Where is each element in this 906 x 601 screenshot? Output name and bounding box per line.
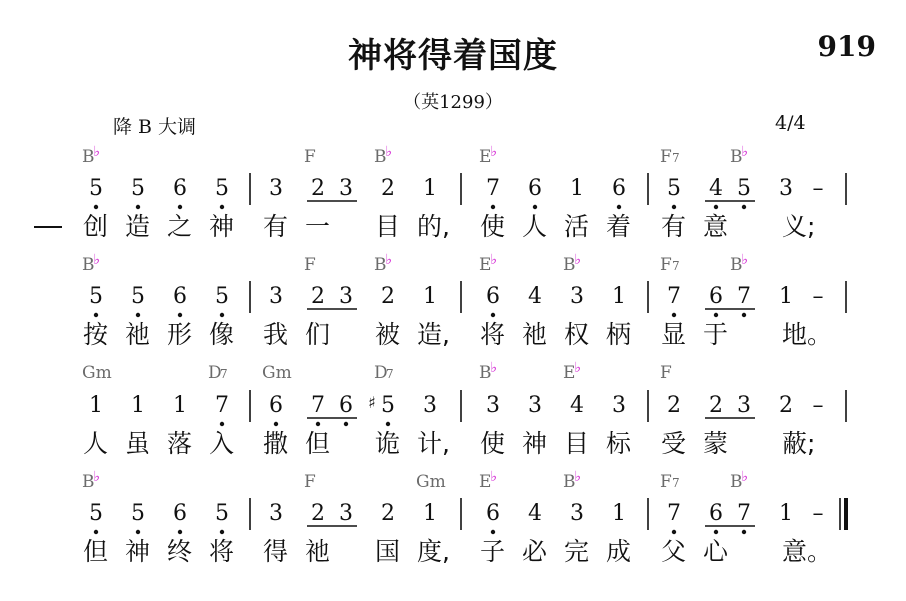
lyric-syllable: 但: [83, 537, 109, 566]
note: 4: [528, 501, 542, 526]
chord-symbol: B: [82, 147, 95, 167]
lyric-syllable: 神: [209, 212, 235, 241]
flat-icon: ♭: [741, 144, 749, 160]
note: 6: [173, 176, 187, 201]
lyric-syllable: 落: [167, 429, 193, 458]
note: 6: [173, 284, 187, 309]
lyric-syllable: 目: [564, 429, 590, 458]
lyric-syllable: 我: [263, 320, 289, 349]
lyric-syllable: 将: [480, 320, 506, 349]
note: 2: [381, 176, 395, 201]
note: 2: [381, 501, 395, 526]
flat-icon: ♭: [490, 469, 498, 485]
lyric-syllable: 得: [263, 537, 289, 566]
octave-dot: [274, 422, 278, 426]
note: 4: [709, 176, 723, 201]
note: 2: [311, 176, 325, 201]
lyric-syllable: 一: [305, 212, 331, 241]
octave-dot: [220, 205, 224, 209]
key-signature: 降 B 大调: [113, 116, 197, 138]
chord-symbol: B: [374, 147, 387, 167]
octave-dot: [714, 530, 718, 534]
note: 1: [89, 393, 103, 418]
chord-extension: 7: [672, 476, 680, 490]
hymn-title: 神将得着国度: [348, 36, 558, 76]
lyric-syllable: 受: [661, 429, 687, 458]
note: 5: [667, 176, 681, 201]
note: 1: [423, 284, 437, 309]
lyric-syllable: 有: [263, 212, 289, 241]
flat-icon: ♭: [741, 252, 749, 268]
chord-symbol: F: [304, 147, 316, 167]
note: 3: [570, 284, 584, 309]
note: 5: [89, 284, 103, 309]
note: 7: [737, 284, 751, 309]
note: 5: [131, 176, 145, 201]
lyric-syllable: 度,: [417, 537, 450, 566]
note: 6: [486, 284, 500, 309]
octave-dot: [491, 530, 495, 534]
chord-extension: 7: [672, 151, 680, 165]
note: 6: [486, 501, 500, 526]
note: 1: [779, 284, 793, 309]
chord-symbol: F: [304, 472, 316, 492]
note: 2: [311, 501, 325, 526]
sustain-dash: –: [812, 176, 824, 201]
lyric-syllable: 造: [125, 212, 151, 241]
lyric-syllable: 像: [209, 320, 235, 349]
lyric-syllable: 祂: [125, 320, 151, 349]
octave-dot: [672, 313, 676, 317]
chord-symbol: B: [730, 147, 743, 167]
note: 2: [779, 393, 793, 418]
flat-icon: ♭: [490, 360, 498, 376]
lyric-syllable: 必: [522, 537, 548, 566]
sustain-dash: –: [812, 393, 824, 418]
flat-icon: ♭: [385, 252, 393, 268]
lyric-syllable: 的,: [417, 212, 450, 241]
note: 6: [612, 176, 626, 201]
chord-symbol: D: [208, 363, 222, 383]
octave-dot: [94, 313, 98, 317]
note: 1: [423, 176, 437, 201]
note: 6: [173, 501, 187, 526]
flat-icon: ♭: [93, 469, 101, 485]
flat-icon: ♭: [574, 469, 582, 485]
note: 5: [737, 176, 751, 201]
chord-symbol: B: [730, 472, 743, 492]
octave-dot: [533, 205, 537, 209]
lyric-syllable: 人: [522, 212, 548, 241]
octave-dot: [617, 205, 621, 209]
octave-dot: [742, 313, 746, 317]
chord-symbol: Gm: [82, 363, 112, 383]
note: 3: [570, 501, 584, 526]
octave-dot: [136, 530, 140, 534]
chord-extension: 7: [386, 367, 394, 381]
flat-icon: ♭: [93, 144, 101, 160]
lyric-syllable: 入: [209, 429, 235, 458]
octave-dot: [94, 530, 98, 534]
chord-symbol: Gm: [416, 472, 446, 492]
lyric-syllable: 意: [703, 212, 729, 241]
lyric-syllable: 撒: [263, 429, 289, 458]
note: 5: [215, 501, 229, 526]
octave-dot: [178, 530, 182, 534]
chord-symbol: B: [82, 472, 95, 492]
lyric-syllable: 虽: [125, 429, 151, 458]
chord-symbol: B: [479, 363, 492, 383]
chord-symbol: B: [563, 472, 576, 492]
lyric-syllable: 柄: [606, 320, 632, 349]
note: 3: [612, 393, 626, 418]
lyric-syllable: 地。: [782, 320, 833, 349]
note: 5: [215, 284, 229, 309]
note: 3: [737, 393, 751, 418]
lyric-syllable: 神: [125, 537, 151, 566]
note: 1: [570, 176, 584, 201]
note: 6: [528, 176, 542, 201]
sharp-icon: ♯: [368, 393, 376, 412]
note: 2: [311, 284, 325, 309]
lyric-syllable: 被: [375, 320, 401, 349]
lyric-syllable: 们: [305, 320, 331, 349]
lyric-syllable: 心: [703, 537, 729, 566]
lyric-syllable: 蔽;: [782, 429, 816, 458]
note: 1: [612, 284, 626, 309]
octave-dot: [672, 205, 676, 209]
note: 6: [269, 393, 283, 418]
note: 4: [570, 393, 584, 418]
note: 7: [215, 393, 229, 418]
flat-icon: ♭: [490, 252, 498, 268]
note: 3: [528, 393, 542, 418]
chord-symbol: F: [660, 363, 672, 383]
note: 2: [709, 393, 723, 418]
octave-dot: [714, 313, 718, 317]
chord-symbol: E: [479, 147, 492, 167]
flat-icon: ♭: [93, 252, 101, 268]
lyric-syllable: 祂: [305, 537, 331, 566]
lyric-syllable: 成: [606, 537, 632, 566]
chord-symbol: E: [479, 255, 492, 275]
note: 5: [89, 176, 103, 201]
flat-icon: ♭: [574, 360, 582, 376]
lyric-syllable: 造,: [417, 320, 450, 349]
lyric-syllable: 权: [564, 320, 590, 349]
chord-symbol: F: [660, 472, 672, 492]
flat-icon: ♭: [741, 469, 749, 485]
octave-dot: [178, 313, 182, 317]
lyric-syllable: 之: [167, 212, 193, 241]
chord-symbol: E: [479, 472, 492, 492]
octave-dot: [136, 313, 140, 317]
note: 6: [709, 501, 723, 526]
chord-symbol: Gm: [262, 363, 292, 383]
octave-dot: [94, 205, 98, 209]
note: 7: [311, 393, 325, 418]
octave-dot: [491, 313, 495, 317]
lyric-syllable: 着: [606, 212, 632, 241]
note: 7: [667, 501, 681, 526]
lyric-syllable: 计,: [417, 429, 450, 458]
note: 1: [173, 393, 187, 418]
lyric-syllable: 显: [661, 320, 687, 349]
note: 5: [381, 393, 395, 418]
chord-symbol: B: [730, 255, 743, 275]
chord-extension: 7: [220, 367, 228, 381]
note: 5: [131, 284, 145, 309]
flat-icon: ♭: [490, 144, 498, 160]
chord-symbol: F: [304, 255, 316, 275]
note: 1: [423, 501, 437, 526]
note: 3: [269, 284, 283, 309]
flat-icon: ♭: [574, 252, 582, 268]
note: 6: [709, 284, 723, 309]
note: 5: [89, 501, 103, 526]
note: 2: [667, 393, 681, 418]
octave-dot: [386, 422, 390, 426]
lyric-syllable: 祂: [522, 320, 548, 349]
hymn-subtitle: （英1299）: [403, 92, 503, 113]
octave-dot: [742, 530, 746, 534]
note: 3: [269, 501, 283, 526]
octave-dot: [672, 530, 676, 534]
lyric-syllable: 蒙: [703, 429, 729, 458]
note: 7: [667, 284, 681, 309]
lyric-syllable: 于: [703, 320, 729, 349]
octave-dot: [491, 205, 495, 209]
note: 1: [779, 501, 793, 526]
lyric-syllable: 创: [83, 212, 109, 241]
lyric-syllable: 目: [375, 212, 401, 241]
note: 6: [339, 393, 353, 418]
note: 5: [215, 176, 229, 201]
flat-icon: ♭: [385, 144, 393, 160]
note: 3: [339, 176, 353, 201]
octave-dot: [344, 422, 348, 426]
lyric-syllable: 活: [564, 212, 590, 241]
lyric-syllable: 人: [83, 429, 109, 458]
sustain-dash: –: [812, 284, 824, 309]
lyric-syllable: 国: [375, 537, 401, 566]
octave-dot: [136, 205, 140, 209]
note: 3: [486, 393, 500, 418]
chord-symbol: B: [374, 255, 387, 275]
lyric-syllable: 有: [661, 212, 687, 241]
octave-dot: [220, 422, 224, 426]
lyric-syllable: 形: [167, 320, 193, 349]
lyric-syllable: 意。: [782, 537, 833, 566]
lyric-syllable: 但: [305, 429, 331, 458]
note: 5: [131, 501, 145, 526]
chord-symbol: F: [660, 147, 672, 167]
note: 1: [131, 393, 145, 418]
octave-dot: [178, 205, 182, 209]
lyric-syllable: 终: [167, 537, 193, 566]
lyric-syllable: 标: [606, 429, 632, 458]
chord-symbol: B: [563, 255, 576, 275]
note: 3: [339, 284, 353, 309]
note: 2: [381, 284, 395, 309]
chord-extension: 7: [672, 259, 680, 273]
lyric-syllable: 父: [661, 537, 687, 566]
sustain-dash: –: [812, 501, 824, 526]
lyric-syllable: 子: [480, 537, 506, 566]
lyric-syllable: 义;: [782, 212, 816, 241]
note: 4: [528, 284, 542, 309]
chord-symbol: E: [563, 363, 576, 383]
chord-symbol: B: [82, 255, 95, 275]
lyric-syllable: 按: [83, 320, 109, 349]
lyric-syllable: 神: [522, 429, 548, 458]
lyric-syllable: 完: [564, 537, 590, 566]
note: 3: [423, 393, 437, 418]
chord-symbol: D: [374, 363, 388, 383]
lyric-syllable: 使: [480, 429, 506, 458]
note: 7: [486, 176, 500, 201]
lyric-syllable: 使: [480, 212, 506, 241]
octave-dot: [742, 205, 746, 209]
octave-dot: [220, 530, 224, 534]
lyric-syllable: 将: [209, 537, 235, 566]
octave-dot: [220, 313, 224, 317]
note: 7: [737, 501, 751, 526]
octave-dot: [714, 205, 718, 209]
lyric-syllable: 诡: [375, 429, 401, 458]
octave-dot: [316, 422, 320, 426]
chord-symbol: F: [660, 255, 672, 275]
hymn-number: 919: [817, 30, 876, 63]
note: 3: [269, 176, 283, 201]
time-signature: 4/4: [775, 112, 806, 134]
note: 1: [612, 501, 626, 526]
note: 3: [339, 501, 353, 526]
note: 3: [779, 176, 793, 201]
